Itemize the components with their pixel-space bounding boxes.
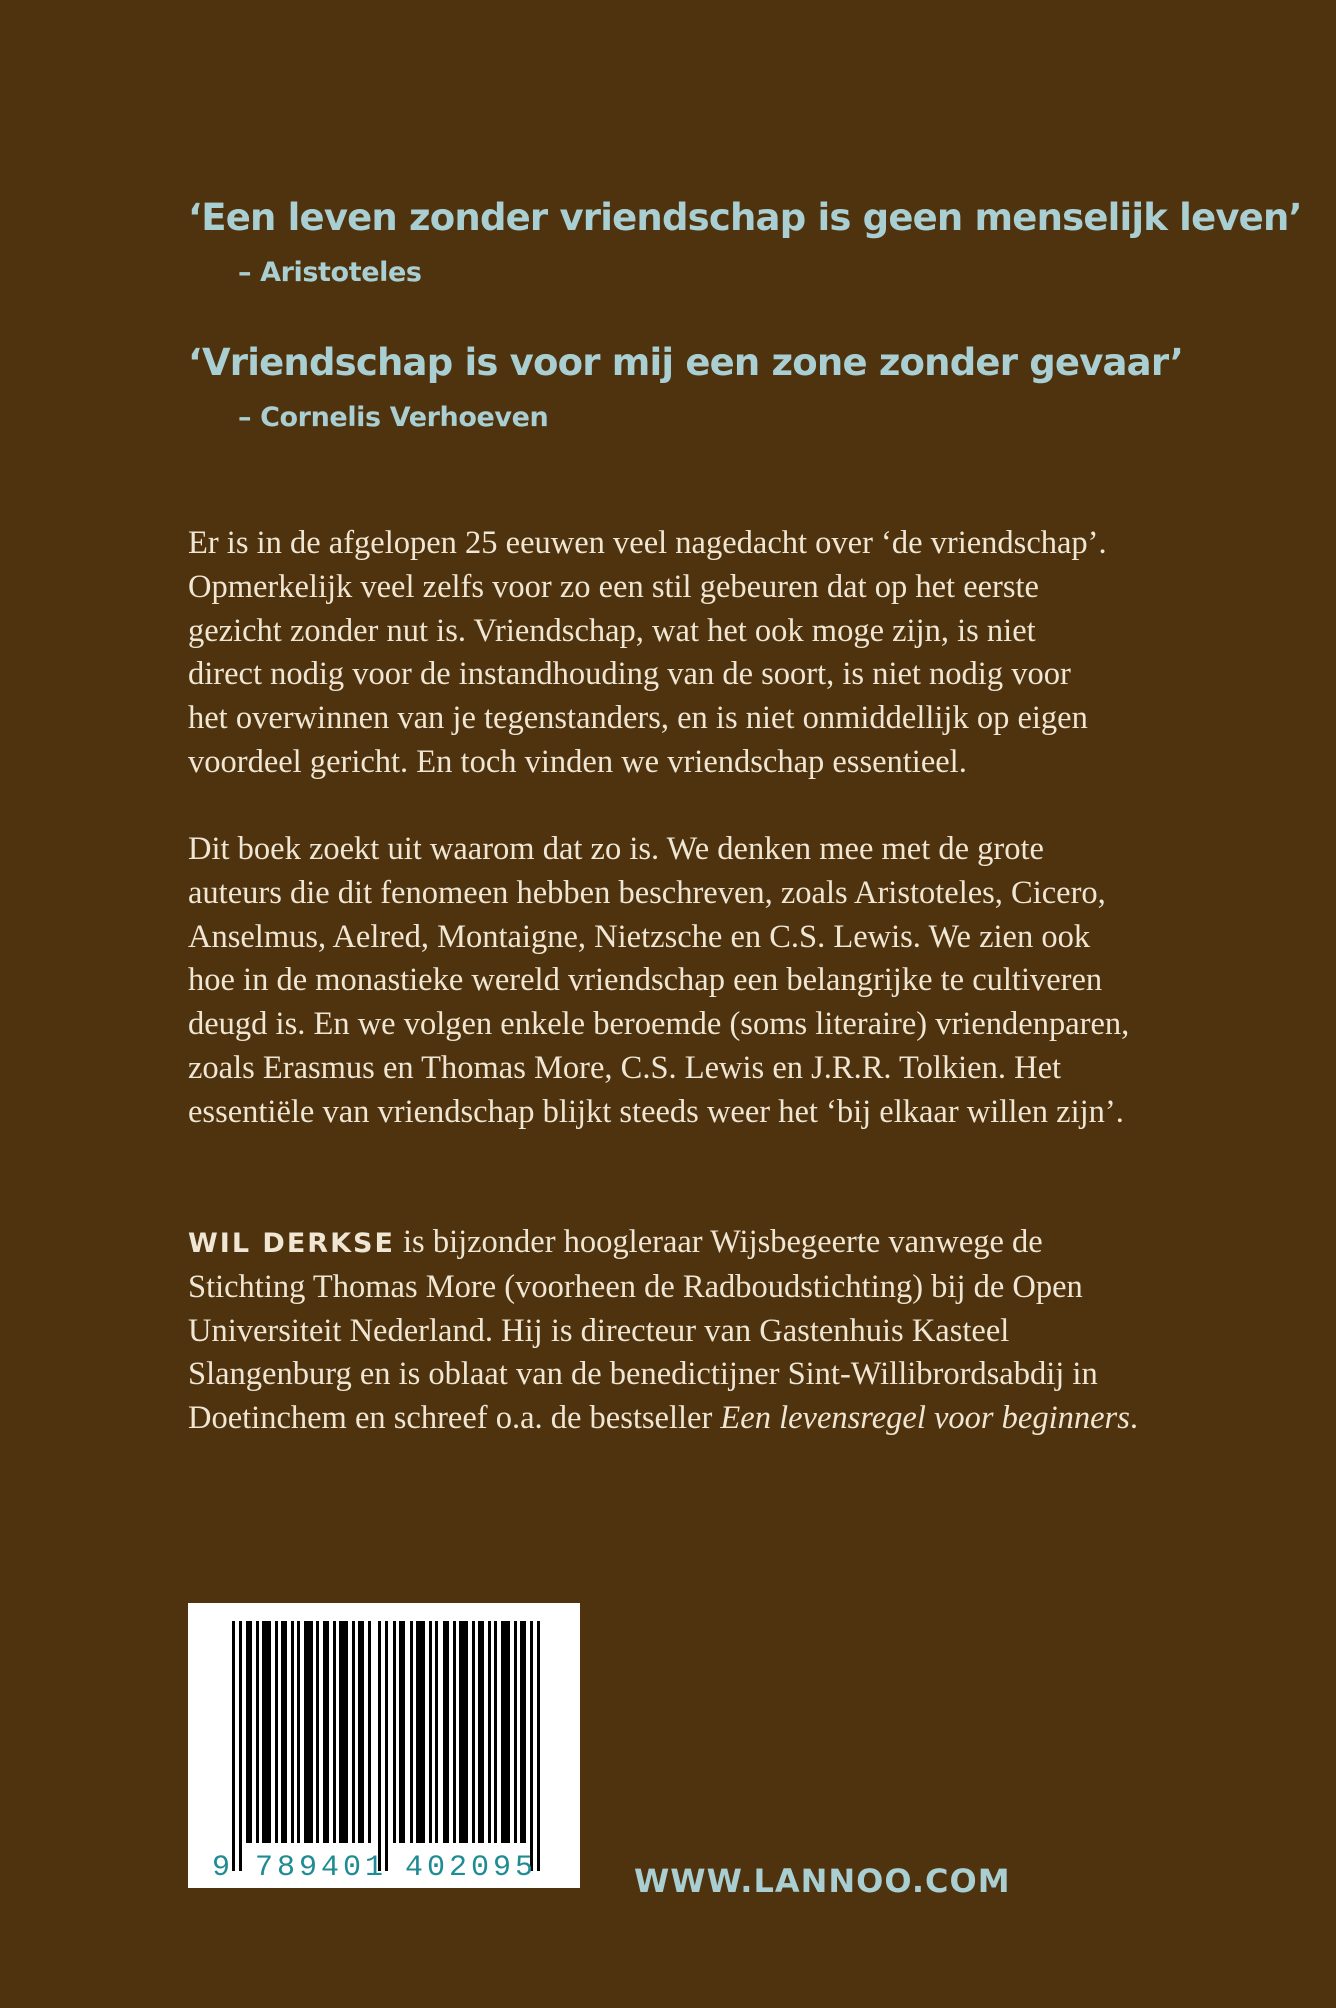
author-name: WIL DERKSE bbox=[188, 1228, 395, 1259]
blurb-line: deugd is. En we volgen enkele beroemde (soms literaire) vriendenparen, bbox=[188, 1006, 1130, 1043]
blurb-paragraph-2 bbox=[188, 828, 1228, 1135]
bio-line-1-text: is bijzonder hoogleraar Wijsbegeerte vanwege de bbox=[394, 1224, 1043, 1260]
blurb-line: essentiële van vriendschap blijkt steeds weer het ‘bij elkaar willen zijn’. bbox=[188, 1093, 1124, 1130]
blurb-line: zoals Erasmus en Thomas More, C.S. Lewis en J.R.R. Tolkien. Het bbox=[188, 1049, 1062, 1086]
barcode-group-3: 402095 bbox=[405, 1851, 538, 1885]
quote-author-aristoteles: – Aristoteles bbox=[238, 257, 422, 288]
quote-author-verhoeven: – Cornelis Verhoeven bbox=[238, 402, 549, 433]
blurb-line: direct nodig voor de instandhouding van de soort, is niet nodig voor bbox=[188, 656, 1071, 693]
blurb-line: Anselmus, Aelred, Montaigne, Nietzsche en C.S. Lewis. We zien ook bbox=[188, 918, 1091, 955]
quote-verhoeven: ‘Vriendschap is voor mij een zone zonder gevaar’ bbox=[188, 341, 1184, 384]
bio-last-line-end: . bbox=[1129, 1400, 1138, 1437]
publisher-website: WWW.LANNOO.COM bbox=[634, 1862, 1011, 1900]
blurb-line: voordeel gericht. En toch vinden we vriendschap essentieel. bbox=[188, 743, 967, 780]
bio-line bbox=[188, 1397, 1228, 1441]
bio-line: Slangenburg en is oblaat van de benedictijner Sint-Willibrordsabdij in bbox=[188, 1356, 1098, 1393]
bio-line bbox=[188, 1221, 1228, 1266]
barcode-bars-icon bbox=[188, 1603, 580, 1888]
blurb-line: het overwinnen van je tegenstanders, en is niet onmiddellijk op eigen bbox=[188, 700, 1088, 737]
blurb-line: gezicht zonder nut is. Vriendschap, wat het ook moge zijn, is niet bbox=[188, 612, 1036, 649]
blurb-line: auteurs die dit fenomeen hebben beschreven, zoals Aristoteles, Cicero, bbox=[188, 874, 1106, 911]
quote-aristoteles: ‘Een leven zonder vriendschap is geen menselijk leven’ bbox=[188, 196, 1302, 239]
blurb-line: hoe in de monastieke wereld vriendschap een belangrijke te cultiveren bbox=[188, 962, 1103, 999]
author-bio bbox=[188, 1221, 1228, 1441]
blurb-paragraph-1 bbox=[188, 522, 1228, 785]
bio-line: Stichting Thomas More (voorheen de Radboudstichting) bij de Open bbox=[188, 1268, 1083, 1305]
blurb-line: Er is in de afgelopen 25 eeuwen veel nagedacht over ‘de vriendschap’. bbox=[188, 525, 1107, 561]
barcode-digit-1: 9 bbox=[212, 1851, 232, 1885]
blurb-line: Dit boek zoekt uit waarom dat zo is. We denken mee met de grote bbox=[188, 831, 1044, 867]
barcode-group-2: 789401 bbox=[255, 1851, 388, 1885]
bio-last-line-text: Doetinchem en schreef o.a. de bestseller bbox=[188, 1400, 721, 1437]
bio-line: Universiteit Nederland. Hij is directeur van Gastenhuis Kasteel bbox=[188, 1312, 1010, 1349]
isbn-barcode bbox=[188, 1603, 580, 1888]
blurb-line: Opmerkelijk veel zelfs voor zo een stil gebeuren dat op het eerste bbox=[188, 568, 1039, 605]
book-title: Een levensregel voor beginners bbox=[720, 1400, 1130, 1437]
